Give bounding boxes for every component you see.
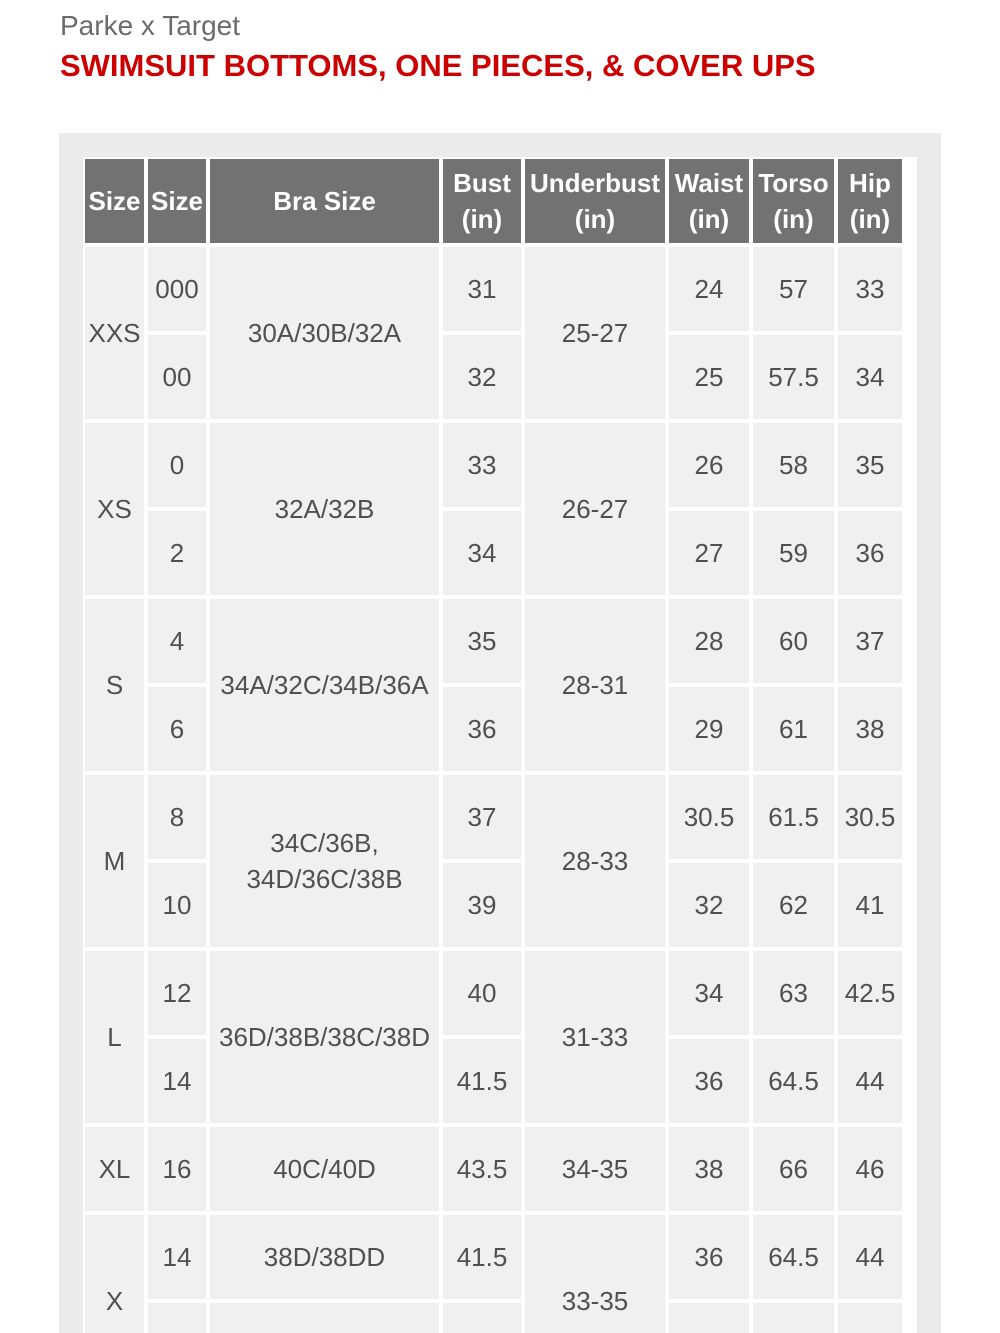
header-hip: Hip (in)	[838, 159, 902, 243]
size-number-cell: 16	[148, 1127, 206, 1211]
hip-cell: 44	[838, 1039, 902, 1123]
size-number-cell	[148, 1303, 206, 1333]
torso-cell: 57	[753, 247, 834, 331]
underbust-cell: 33-35	[525, 1215, 665, 1333]
bra-size-line: 34C/36B,	[270, 828, 379, 858]
waist-cell: 28	[669, 599, 749, 683]
table-row	[85, 1039, 902, 1123]
hip-cell: 36	[838, 511, 902, 595]
torso-cell: 58	[753, 423, 834, 507]
torso-cell	[753, 1303, 834, 1333]
size-number-cell: 2	[148, 511, 206, 595]
bra-size-cell	[210, 775, 439, 947]
waist-cell: 27	[669, 511, 749, 595]
size-chart-table	[83, 157, 906, 1333]
brand-label: Parke x Target	[60, 10, 241, 41]
size-number-cell: 0	[148, 423, 206, 507]
size-letter-cell: M	[85, 775, 144, 947]
header-bust: Bust (in)	[443, 159, 521, 243]
bra-size-cell: 40C/40D	[210, 1127, 439, 1211]
torso-cell: 59	[753, 511, 834, 595]
bust-cell: 41.5	[443, 1039, 521, 1123]
table-row	[85, 1303, 902, 1333]
bust-cell: 40	[443, 951, 521, 1035]
bust-cell: 36	[443, 687, 521, 771]
hip-cell	[838, 1303, 902, 1333]
hip-cell: 33	[838, 247, 902, 331]
bra-size-cell: 36D/38B/38C/38D	[210, 951, 439, 1123]
table-row	[85, 951, 902, 1035]
size-number-cell: 00	[148, 335, 206, 419]
bra-size-cell	[210, 1303, 439, 1333]
hip-cell: 38	[838, 687, 902, 771]
table-row	[85, 687, 902, 771]
hip-cell: 30.5	[838, 775, 902, 859]
size-letter-cell: L	[85, 951, 144, 1123]
hip-cell: 46	[838, 1127, 902, 1211]
table-row	[85, 599, 902, 683]
page-title: SWIMSUIT BOTTOMS, ONE PIECES, & COVER UPS	[60, 48, 816, 83]
size-number-cell: 14	[148, 1039, 206, 1123]
torso-cell: 62	[753, 863, 834, 947]
size-letter-cell: S	[85, 599, 144, 771]
header-underbust: Underbust (in)	[525, 159, 665, 243]
size-number-cell: 8	[148, 775, 206, 859]
waist-cell: 25	[669, 335, 749, 419]
size-chart-panel	[59, 133, 941, 1333]
hip-cell: 44	[838, 1215, 902, 1299]
header-torso: Torso (in)	[753, 159, 834, 243]
size-number-cell: 10	[148, 863, 206, 947]
header-size-letter: Size	[85, 159, 144, 243]
waist-cell: 36	[669, 1215, 749, 1299]
table-row	[85, 511, 902, 595]
torso-cell: 64.5	[753, 1215, 834, 1299]
size-number-cell: 12	[148, 951, 206, 1035]
size-number-cell: 14	[148, 1215, 206, 1299]
underbust-cell: 34-35	[525, 1127, 665, 1211]
table-header-row	[85, 159, 902, 243]
torso-cell: 61.5	[753, 775, 834, 859]
torso-cell: 63	[753, 951, 834, 1035]
underbust-cell: 26-27	[525, 423, 665, 595]
waist-cell	[669, 1303, 749, 1333]
waist-cell: 36	[669, 1039, 749, 1123]
bra-size-cell: 30A/30B/32A	[210, 247, 439, 419]
torso-cell: 60	[753, 599, 834, 683]
bust-cell: 37	[443, 775, 521, 859]
underbust-cell: 31-33	[525, 951, 665, 1123]
bust-cell: 43.5	[443, 1127, 521, 1211]
bust-cell	[443, 1303, 521, 1333]
torso-cell: 57.5	[753, 335, 834, 419]
hip-cell: 34	[838, 335, 902, 419]
bust-cell: 39	[443, 863, 521, 947]
table-row	[85, 1127, 902, 1211]
waist-cell: 24	[669, 247, 749, 331]
size-number-cell: 6	[148, 687, 206, 771]
bust-cell: 35	[443, 599, 521, 683]
waist-cell: 30.5	[669, 775, 749, 859]
bust-cell: 33	[443, 423, 521, 507]
torso-cell: 66	[753, 1127, 834, 1211]
underbust-cell: 28-31	[525, 599, 665, 771]
size-chart-frame	[83, 157, 917, 1333]
header-bra-size: Bra Size	[210, 159, 439, 243]
table-row	[85, 1215, 902, 1299]
waist-cell: 26	[669, 423, 749, 507]
hip-cell: 37	[838, 599, 902, 683]
table-row	[85, 423, 902, 507]
waist-cell: 29	[669, 687, 749, 771]
table-row	[85, 775, 902, 859]
hip-cell: 41	[838, 863, 902, 947]
bra-size-cell: 38D/38DD	[210, 1215, 439, 1299]
torso-cell: 61	[753, 687, 834, 771]
header-size-number: Size	[148, 159, 206, 243]
size-letter-cell: XXS	[85, 247, 144, 419]
waist-cell: 32	[669, 863, 749, 947]
bust-cell: 32	[443, 335, 521, 419]
size-number-cell: 4	[148, 599, 206, 683]
bust-cell: 41.5	[443, 1215, 521, 1299]
size-letter-cell: XL	[85, 1127, 144, 1211]
size-number-cell: 000	[148, 247, 206, 331]
underbust-cell: 28-33	[525, 775, 665, 947]
header-waist: Waist (in)	[669, 159, 749, 243]
bust-cell: 31	[443, 247, 521, 331]
bra-size-cell: 32A/32B	[210, 423, 439, 595]
table-row	[85, 335, 902, 419]
bra-size-line: 34D/36C/38B	[246, 864, 403, 894]
size-letter-cell: XS	[85, 423, 144, 595]
torso-cell: 64.5	[753, 1039, 834, 1123]
hip-cell: 35	[838, 423, 902, 507]
waist-cell: 38	[669, 1127, 749, 1211]
bust-cell: 34	[443, 511, 521, 595]
waist-cell: 34	[669, 951, 749, 1035]
hip-cell: 42.5	[838, 951, 902, 1035]
table-row	[85, 863, 902, 947]
size-letter-cell: X	[85, 1215, 144, 1333]
underbust-cell: 25-27	[525, 247, 665, 419]
table-row	[85, 247, 902, 331]
bra-size-cell: 34A/32C/34B/36A	[210, 599, 439, 771]
